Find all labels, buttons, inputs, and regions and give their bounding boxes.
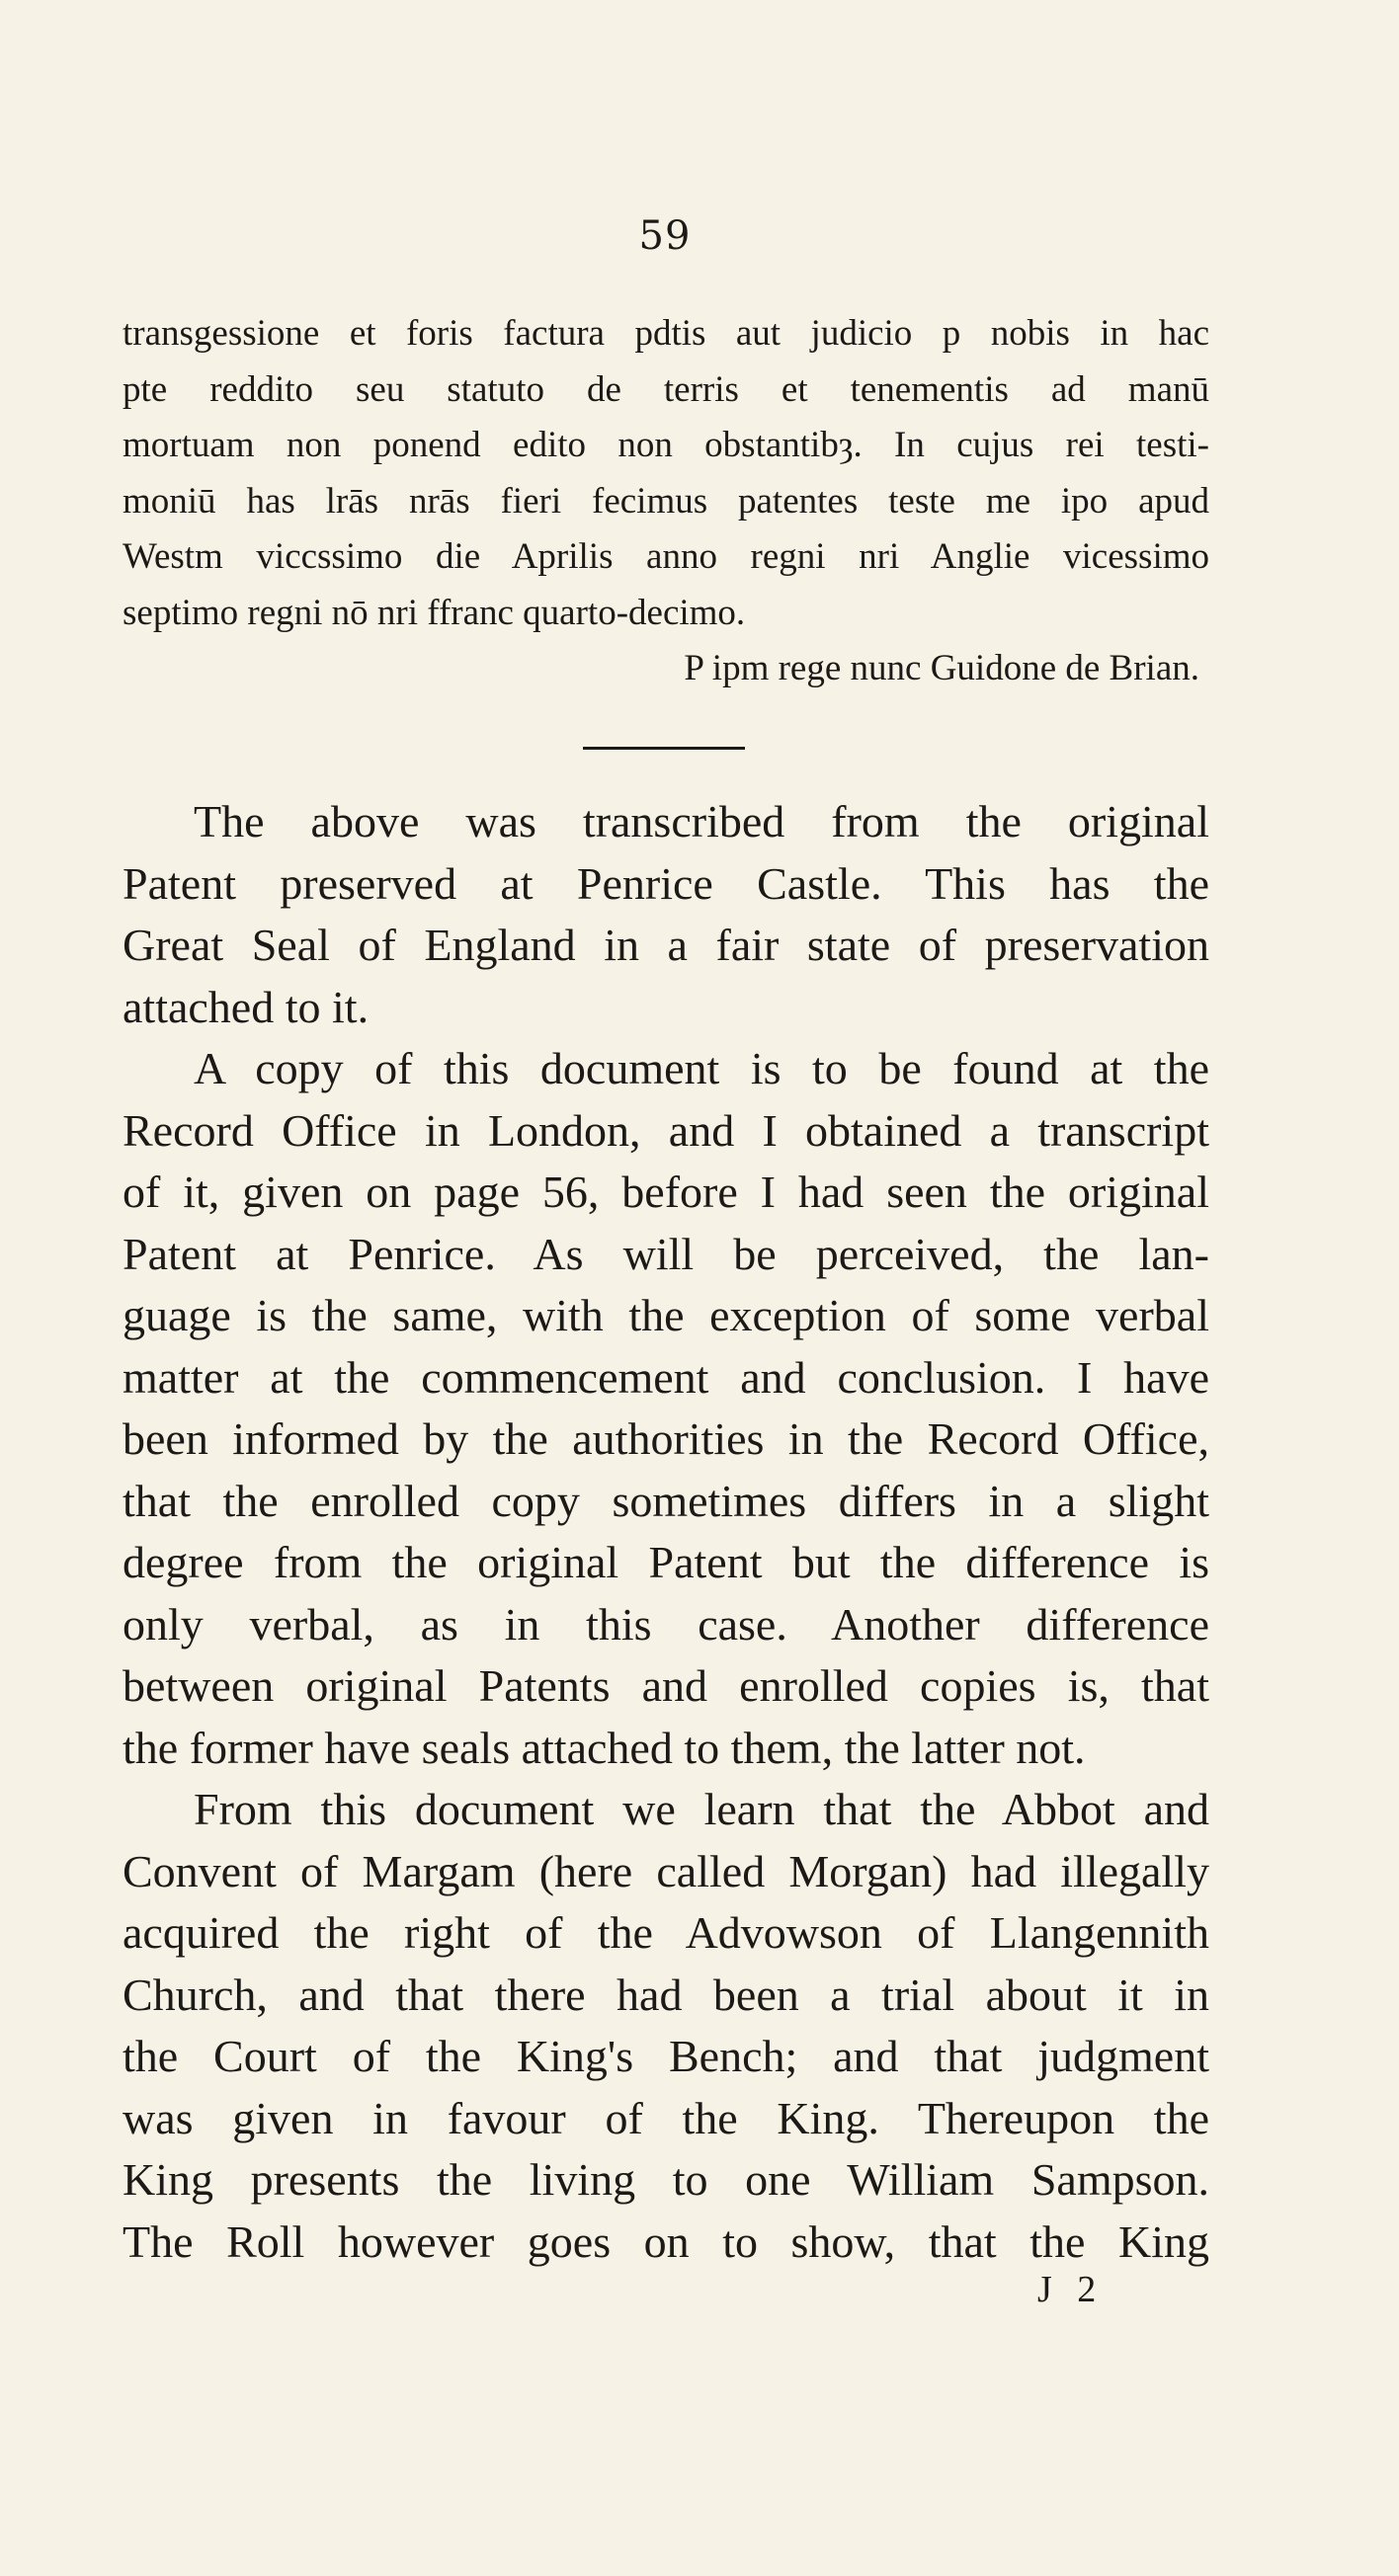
- body-line: the Court of the King's Bench; and that judgment: [123, 2031, 1209, 2081]
- body-line: between original Patents and enrolled copies is, that: [123, 1660, 1209, 1711]
- body-line: been informed by the authorities in the Record Office,: [123, 1413, 1209, 1464]
- body-line: The above was transcribed from the original: [194, 796, 1209, 846]
- latin-line: transgessione et foris factura pdtis aut judicio p nobis in hac: [123, 313, 1209, 354]
- body-line: King presents the living to one William Sampson.: [123, 2154, 1209, 2205]
- body-line: was given in favour of the King. Thereupon the: [123, 2092, 1209, 2143]
- body-text: [123, 791, 1209, 2273]
- body-line: degree from the original Patent but the difference is: [123, 1537, 1209, 1587]
- latin-line: septimo regni nō nri ffranc quarto-decimo.: [123, 592, 746, 633]
- body-line: the former have seals attached to them, the latter not.: [123, 1722, 1086, 1773]
- latin-line: moniū has lrās nrās fieri fecimus patentes teste me ipo apud: [123, 480, 1209, 522]
- body-line: From this document we learn that the Abbot and: [194, 1784, 1209, 1834]
- body-line: The Roll however goes on to show, that the King: [123, 2215, 1209, 2267]
- body-line: Convent of Margam (here called Morgan) had illegally: [123, 1845, 1209, 1896]
- body-line: A copy of this document is to be found at the: [194, 1043, 1209, 1093]
- body-line: Patent at Penrice. As will be perceived, the lan-: [123, 1228, 1209, 1279]
- body-line: Church, and that there had been a trial about it in: [123, 1969, 1209, 2020]
- body-line: Record Office in London, and I obtained a transcript: [123, 1104, 1209, 1156]
- body-line: acquired the right of the Advowson of Llangennith: [123, 1907, 1209, 1958]
- body-line: that the enrolled copy sometimes differs in a slight: [123, 1475, 1209, 1526]
- body-line: Great Seal of England in a fair state of preservation: [123, 920, 1209, 970]
- body-line: matter at the commencement and conclusion. I have: [123, 1351, 1209, 1403]
- body-line: of it, given on page 56, before I had seen the original: [123, 1167, 1209, 1217]
- latin-attestation-line: P ipm rege nunc Guidone de Brian.: [684, 648, 1199, 688]
- body-line: attached to it.: [123, 981, 370, 1032]
- page-number: 59: [638, 213, 692, 259]
- signature-mark: J 2: [1037, 2269, 1105, 2310]
- body-line: only verbal, as in this case. Another difference: [123, 1598, 1209, 1650]
- latin-line: mortuam non ponend edito non obstantibȝ. In cujus rei testi-: [123, 425, 1209, 465]
- body-line: Patent preserved at Penrice Castle. This has the: [123, 857, 1209, 909]
- latin-line: Westm viccssimo die Aprilis anno regni nri Anglie vicessimo: [123, 536, 1209, 577]
- section-divider: [583, 747, 745, 750]
- latin-line: pte reddito seu statuto de terris et tenementis ad manū: [123, 368, 1209, 410]
- latin-patent-text: [123, 306, 1209, 697]
- body-line: guage is the same, with the exception of some verbal: [123, 1290, 1209, 1340]
